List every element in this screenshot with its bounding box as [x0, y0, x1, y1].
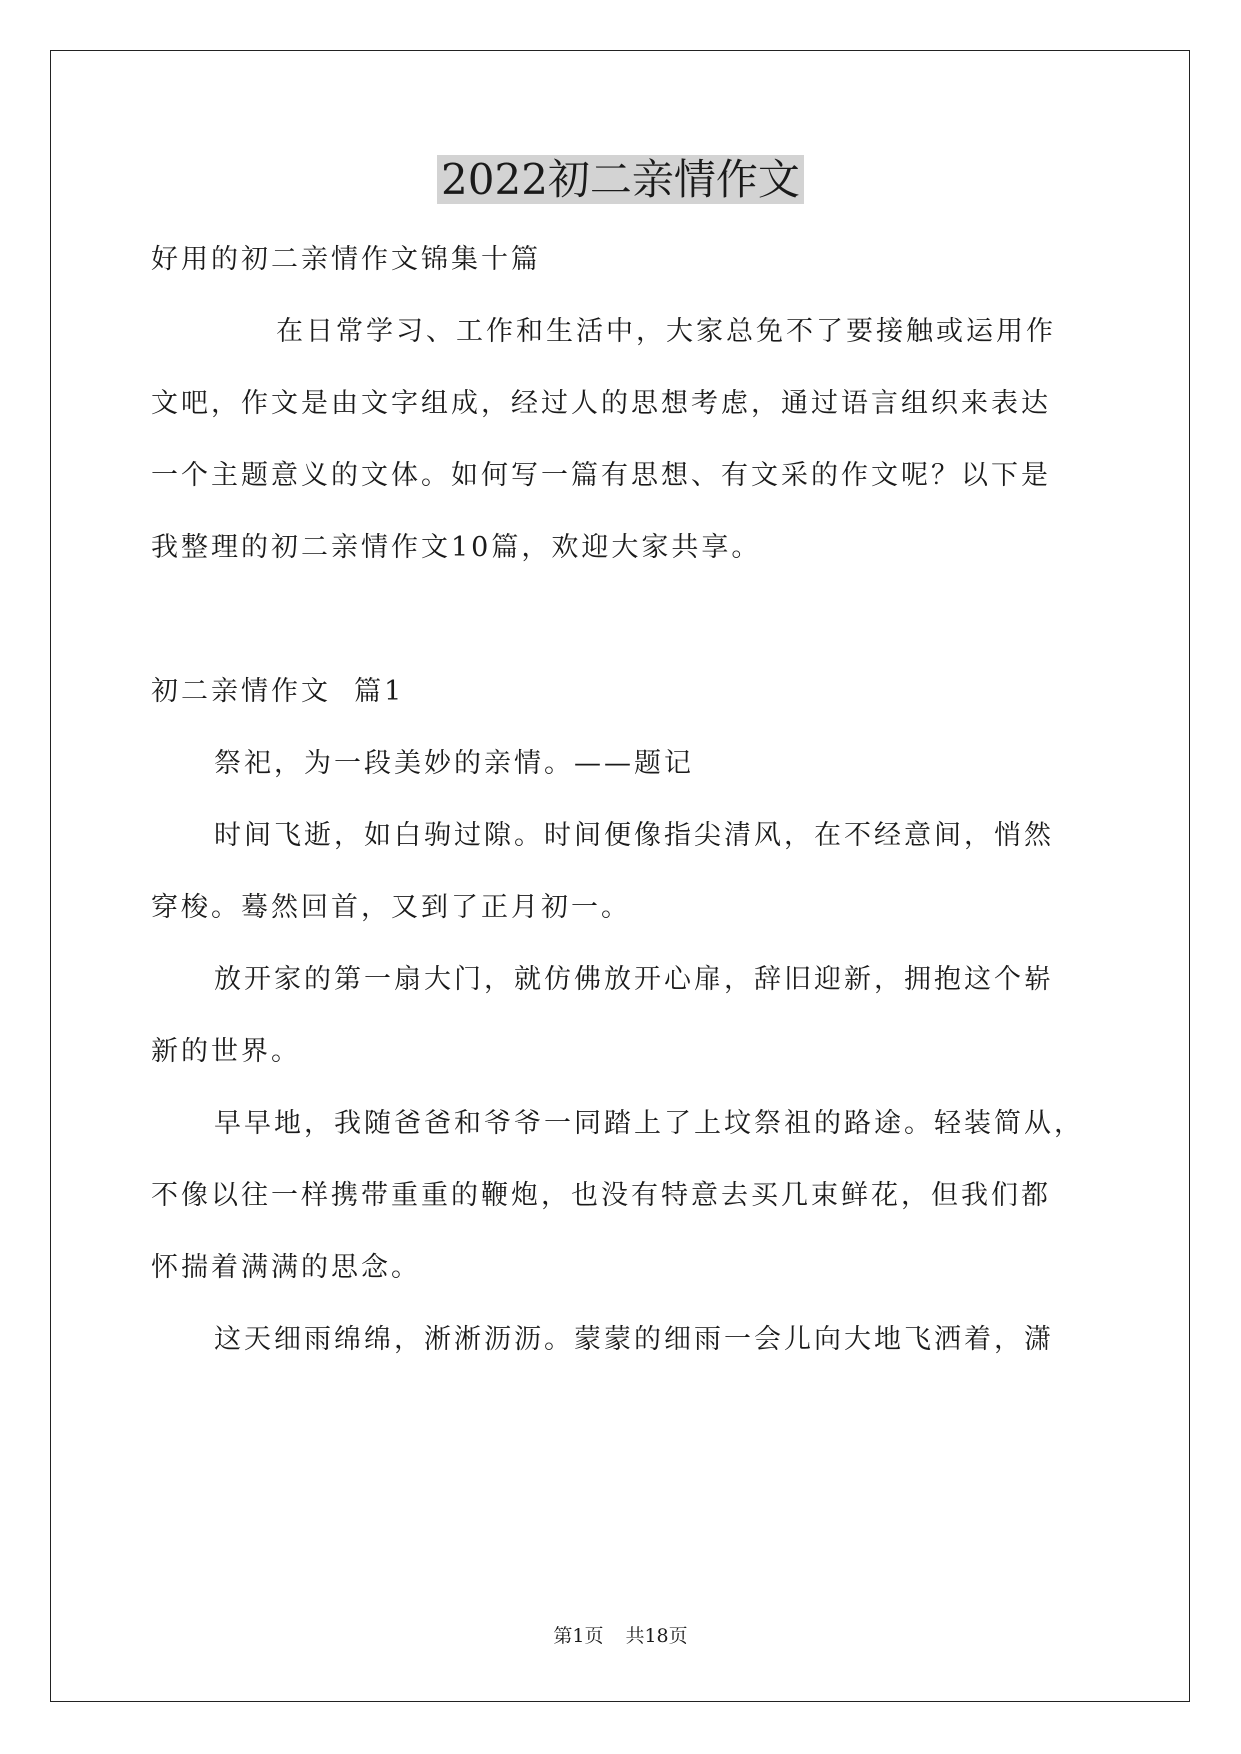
page-footer — [0, 1624, 1241, 1648]
section-heading: 初二亲情作文 篇1 — [151, 676, 405, 707]
body-line-1: 祭祀，为一段美妙的亲情。——题记 — [214, 748, 694, 779]
document-subtitle: 好用的初二亲情作文锦集十篇 — [151, 244, 541, 275]
body-line-9: 这天细雨绵绵，淅淅沥沥。蒙蒙的细雨一会儿向大地飞洒着，潇 — [214, 1324, 1054, 1355]
body-line-5: 新的世界。 — [151, 1036, 301, 1067]
body-line-2: 时间飞逝，如白驹过隙。时间便像指尖清风，在不经意间，悄然 — [214, 820, 1054, 851]
intro-line-4: 我整理的初二亲情作文10篇，欢迎大家共享。 — [151, 532, 762, 563]
body-line-6: 早早地，我随爸爸和爷爷一同踏上了上坟祭祖的路途。轻装简从， — [214, 1108, 1084, 1139]
page-border — [50, 50, 1190, 1702]
document-title-text: 2022初二亲情作文 — [437, 155, 804, 204]
intro-line-3: 一个主题意义的文体。如何写一篇有思想、有文采的作文呢？以下是 — [151, 460, 1051, 491]
page-total: 共18页 — [625, 1625, 688, 1647]
intro-line-1: 在日常学习、工作和生活中，大家总免不了要接触或运用作 — [276, 316, 1056, 347]
body-line-4: 放开家的第一扇大门，就仿佛放开心扉，辞旧迎新，拥抱这个崭 — [214, 964, 1054, 995]
document-title — [0, 150, 1241, 210]
body-line-8: 怀揣着满满的思念。 — [151, 1252, 421, 1283]
body-line-7: 不像以往一样携带重重的鞭炮，也没有特意去买几束鲜花，但我们都 — [151, 1180, 1051, 1211]
body-line-3: 穿梭。蓦然回首，又到了正月初一。 — [151, 892, 631, 923]
page-number: 第1页 — [553, 1625, 604, 1647]
intro-line-2: 文吧，作文是由文字组成，经过人的思想考虑，通过语言组织来表达 — [151, 388, 1051, 419]
